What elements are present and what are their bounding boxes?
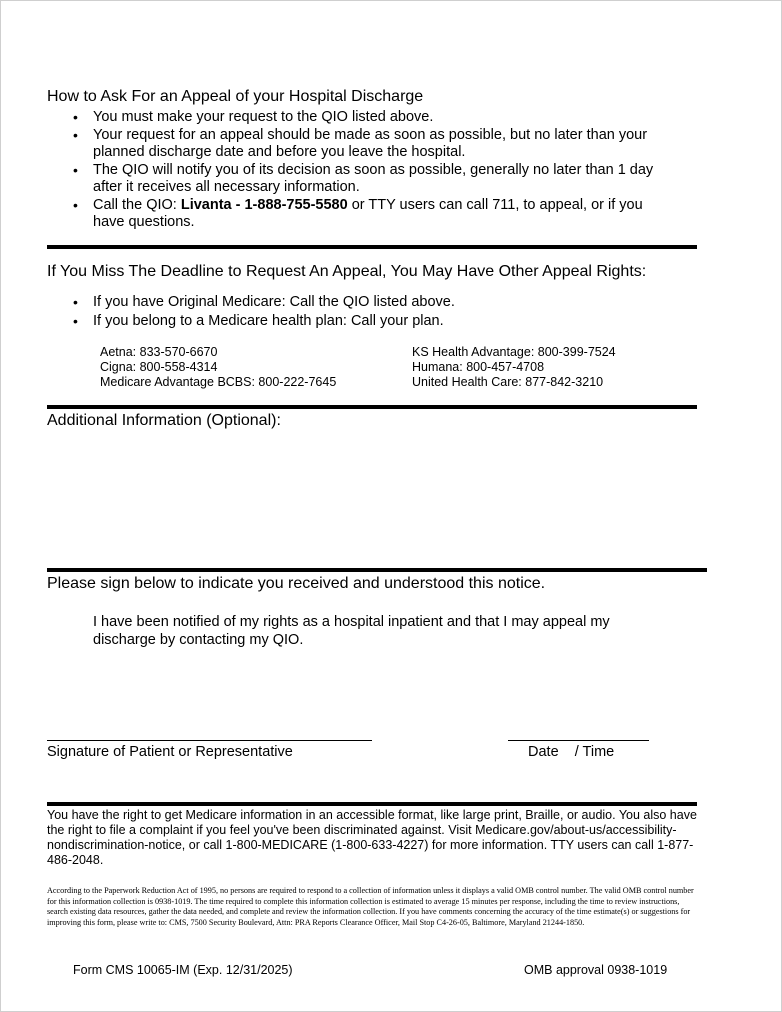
accessibility-notice: You have the right to get Medicare information in an accessible format, like large print, Braille, or audio. You also have the right to file a complaint if you feel you've been discriminated against. Visit Medicare.gov/about-us/accessibility-nondiscrimination-notice, or call 1-800-MEDICARE (1-800-633-4227) for more information. TTY users can call 1-877-486-2048.: [47, 808, 697, 867]
appeal-bullet: • Your request for an appeal should be made as soon as possible, but no later than your planned discharge date and before you leave the hospital.: [47, 127, 677, 162]
plan-contacts-left: [100, 345, 336, 390]
plan-contact: Aetna: 833-570-6670: [100, 345, 218, 359]
date-time-line[interactable]: [508, 740, 649, 741]
plan-contact: Medicare Advantage BCBS: 800-222-7645: [100, 375, 337, 389]
plan-contact: KS Health Advantage: 800-399-7524: [412, 345, 616, 359]
appeal-heading: How to Ask For an Appeal of your Hospital Discharge: [47, 88, 424, 105]
plan-contact: Cigna: 800-558-4314: [100, 360, 218, 374]
appeal-bullet: • The QIO will notify you of its decision as soon as possible, generally no later than 1 day after it receives all necessary information.: [47, 162, 677, 197]
appeal-call-bullet: [47, 197, 677, 232]
section-divider: [47, 568, 707, 572]
call-suffix: or TTY users can call 711, to appeal, or if you have questions.: [93, 196, 643, 230]
signature-label: Signature of Patient or Representative: [47, 744, 293, 760]
date-time-label: Date / Time: [528, 744, 615, 760]
plan-contacts-right: [412, 345, 616, 390]
deadline-bullet: • If you have Original Medicare: Call the QIO listed above.: [47, 293, 677, 312]
section-divider: [47, 245, 697, 249]
qio-phone: Livanta - 1-888-755-5580: [180, 196, 348, 213]
omb-approval: OMB approval 0938-1019: [524, 963, 668, 977]
section-divider: [47, 405, 697, 409]
signature-heading: Please sign below to indicate you received and understood this notice.: [47, 575, 546, 592]
deadline-bullet: • If you belong to a Medicare health plan: Call your plan.: [47, 312, 677, 331]
deadline-bullet-list: [47, 293, 677, 331]
additional-info-heading: Additional Information (Optional):: [47, 412, 281, 429]
call-prefix: Call the QIO:: [93, 196, 181, 213]
section-divider: [47, 802, 697, 806]
rights-statement: I have been notified of my rights as a hospital inpatient and that I may appeal my discharge by contacting my QIO.: [93, 614, 610, 648]
additional-info-field[interactable]: [47, 433, 697, 563]
plan-contact: Humana: 800-457-4708: [412, 360, 545, 374]
deadline-heading: If You Miss The Deadline to Request An Appeal, You May Have Other Appeal Rights:: [47, 263, 647, 280]
pra-statement: According to the Paperwork Reduction Act of 1995, no persons are required to respond to a collection of information unless it displays a valid OMB control number. The valid OMB control number for this information collection is 0938-1019. The time required to complete this information collection is estimated to average 15 minutes per response, including the time to review instructions, search existing data resources, gather the data needed, and complete and review the information collection. If you have comments concerning the accuracy of the time estimate(s) or suggestions for improving this form, please write to: CMS, 7500 Security Boulevard, Attn: PRA Reports Clearance Officer, Mail Stop C4-26-05, Baltimore, Maryland 21244-1850.: [47, 886, 694, 927]
appeal-bullet-list: [47, 109, 677, 232]
form-id: Form CMS 10065-IM (Exp. 12/31/2025): [73, 963, 293, 977]
plan-contact: United Health Care: 877-842-3210: [412, 375, 604, 389]
signature-line[interactable]: [47, 740, 372, 741]
appeal-bullet: • You must make your request to the QIO listed above.: [47, 109, 677, 127]
